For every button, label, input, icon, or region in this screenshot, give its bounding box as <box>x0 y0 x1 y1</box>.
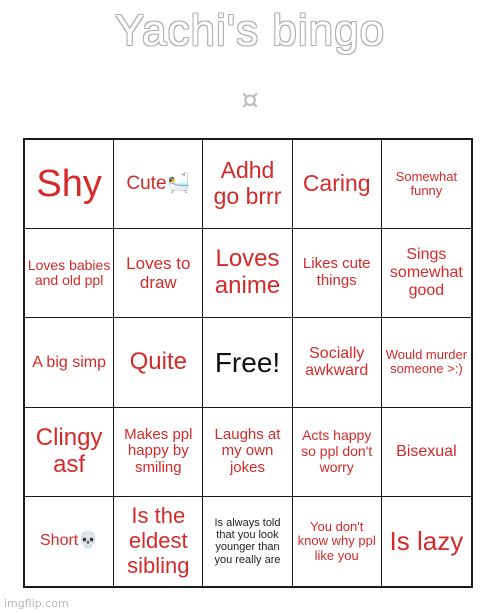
bingo-cell: You don't know why ppl like you <box>293 497 382 586</box>
bingo-cell: Bisexual <box>382 408 471 497</box>
bingo-cell: Short💀 <box>25 497 114 586</box>
bingo-cell: Quite <box>114 318 203 407</box>
bingo-cell: Adhd go brrr <box>203 140 292 229</box>
bingo-cell: Acts happy so ppl don't worry <box>293 408 382 497</box>
bingo-cell: Laughs at my own jokes <box>203 408 292 497</box>
bingo-cell: Likes cute things <box>293 229 382 318</box>
bingo-cell: Is always told that you look younger than you really are <box>203 497 292 586</box>
currency-symbol-icon: ¤ <box>241 83 259 116</box>
bingo-cell: Loves babies and old ppl <box>25 229 114 318</box>
bingo-cell: Clingy asf <box>25 408 114 497</box>
bingo-cell: Loves to draw <box>114 229 203 318</box>
bingo-cell: Caring <box>293 140 382 229</box>
bingo-cell: Loves anime <box>203 229 292 318</box>
bingo-board <box>23 138 473 588</box>
bingo-cell: Socially awkward <box>293 318 382 407</box>
bingo-cell: Would murder someone >:) <box>382 318 471 407</box>
bingo-cell: Somewhat funny <box>382 140 471 229</box>
bingo-cell: Makes ppl happy by smiling <box>114 408 203 497</box>
bingo-cell: Shy <box>25 140 114 229</box>
imgflip-watermark: imgflip.com <box>4 597 69 610</box>
bingo-cell: A big simp <box>25 318 114 407</box>
free-space-cell: Free! <box>203 318 292 407</box>
bingo-cell: Is lazy <box>389 525 464 556</box>
bingo-cell: Is the eldest sibling <box>114 497 203 586</box>
bingo-title: Yachi's bingo <box>114 6 386 55</box>
bingo-cell: Sings somewhat good <box>382 229 471 318</box>
bingo-cell: Cute🛀 <box>114 140 203 229</box>
